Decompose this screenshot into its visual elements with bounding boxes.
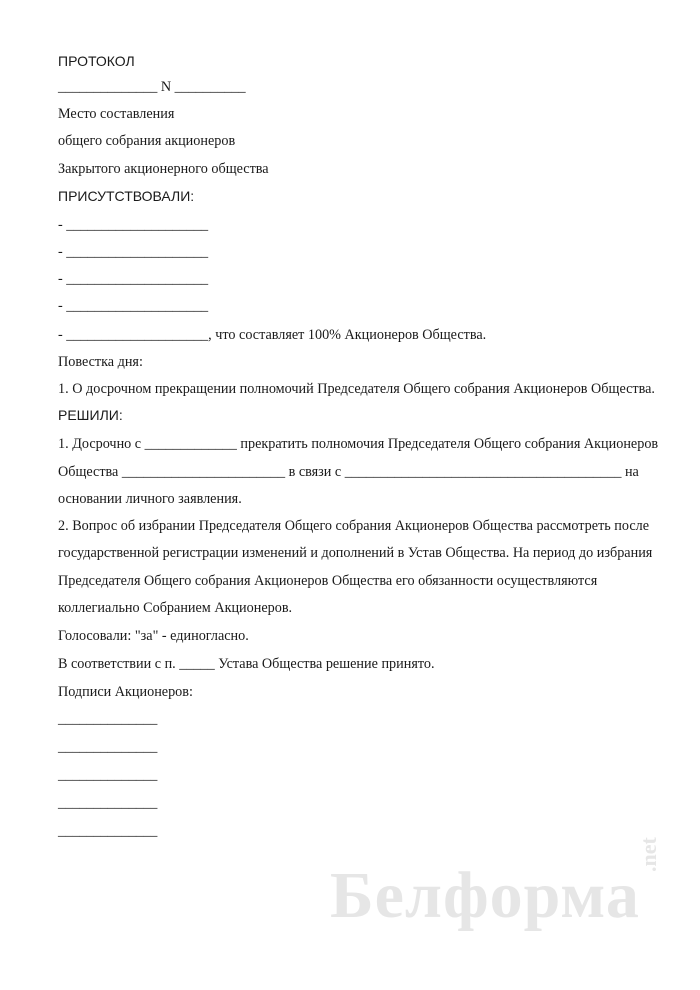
watermark-suffix: .net — [636, 837, 661, 872]
signatures-heading: Подписи Акционеров: — [58, 684, 193, 700]
subtitle-company: Закрытого акционерного общества — [58, 161, 269, 177]
place-label: Место составления — [58, 106, 175, 122]
present-line: - ____________________ — [58, 217, 209, 233]
decision-2-line: 2. Вопрос об избрании Председателя Общего собрания Акционеров Общества рассмотреть после — [58, 518, 650, 534]
decision-2-line: государственной регистрации изменений и дополнений в Устав Общества. На период до избрания — [58, 545, 653, 561]
protocol-number-line: ______________ N __________ — [58, 79, 246, 95]
decision-2-line: коллегиально Собранием Акционеров. — [58, 600, 293, 616]
signature-line: ______________ — [58, 795, 158, 811]
present-line: - ____________________ — [58, 271, 209, 287]
decision-2-line: Председателя Общего собрания Акционеров Общества его обязанности осуществляются — [58, 573, 598, 589]
present-heading: ПРИСУТСТВОВАЛИ: — [58, 188, 195, 204]
signature-line: ______________ — [58, 739, 158, 755]
decision-1-line: основании личного заявления. — [58, 491, 242, 507]
watermark-logo: Белформа — [330, 859, 640, 932]
signature-line: ______________ — [58, 711, 158, 727]
agenda-heading: Повестка дня: — [58, 354, 143, 370]
agenda-item: 1. О досрочном прекращении полномочий Председателя Общего собрания Акционеров Общества. — [58, 381, 655, 397]
present-line: - ____________________ — [58, 298, 209, 314]
document-title: ПРОТОКОЛ — [58, 53, 135, 69]
signature-line: ______________ — [58, 823, 158, 839]
decided-heading: РЕШИЛИ: — [58, 407, 123, 423]
decision-1-line: 1. Досрочно с _____________ прекратить полномочия Председателя Общего собрания Акционеров — [58, 436, 659, 452]
subtitle-meeting: общего собрания акционеров — [58, 133, 236, 149]
accordance-line: В соответствии с п. _____ Устава Общества решение принято. — [58, 656, 435, 672]
present-line-total: - ____________________, что составляет 100% Акционеров Общества. — [58, 327, 487, 343]
present-line: - ____________________ — [58, 244, 209, 260]
signature-line: ______________ — [58, 767, 158, 783]
decision-1-line: Общества _______________________ в связи с _______________________________________ на — [58, 464, 639, 480]
vote-line: Голосовали: "за" - единогласно. — [58, 628, 249, 644]
